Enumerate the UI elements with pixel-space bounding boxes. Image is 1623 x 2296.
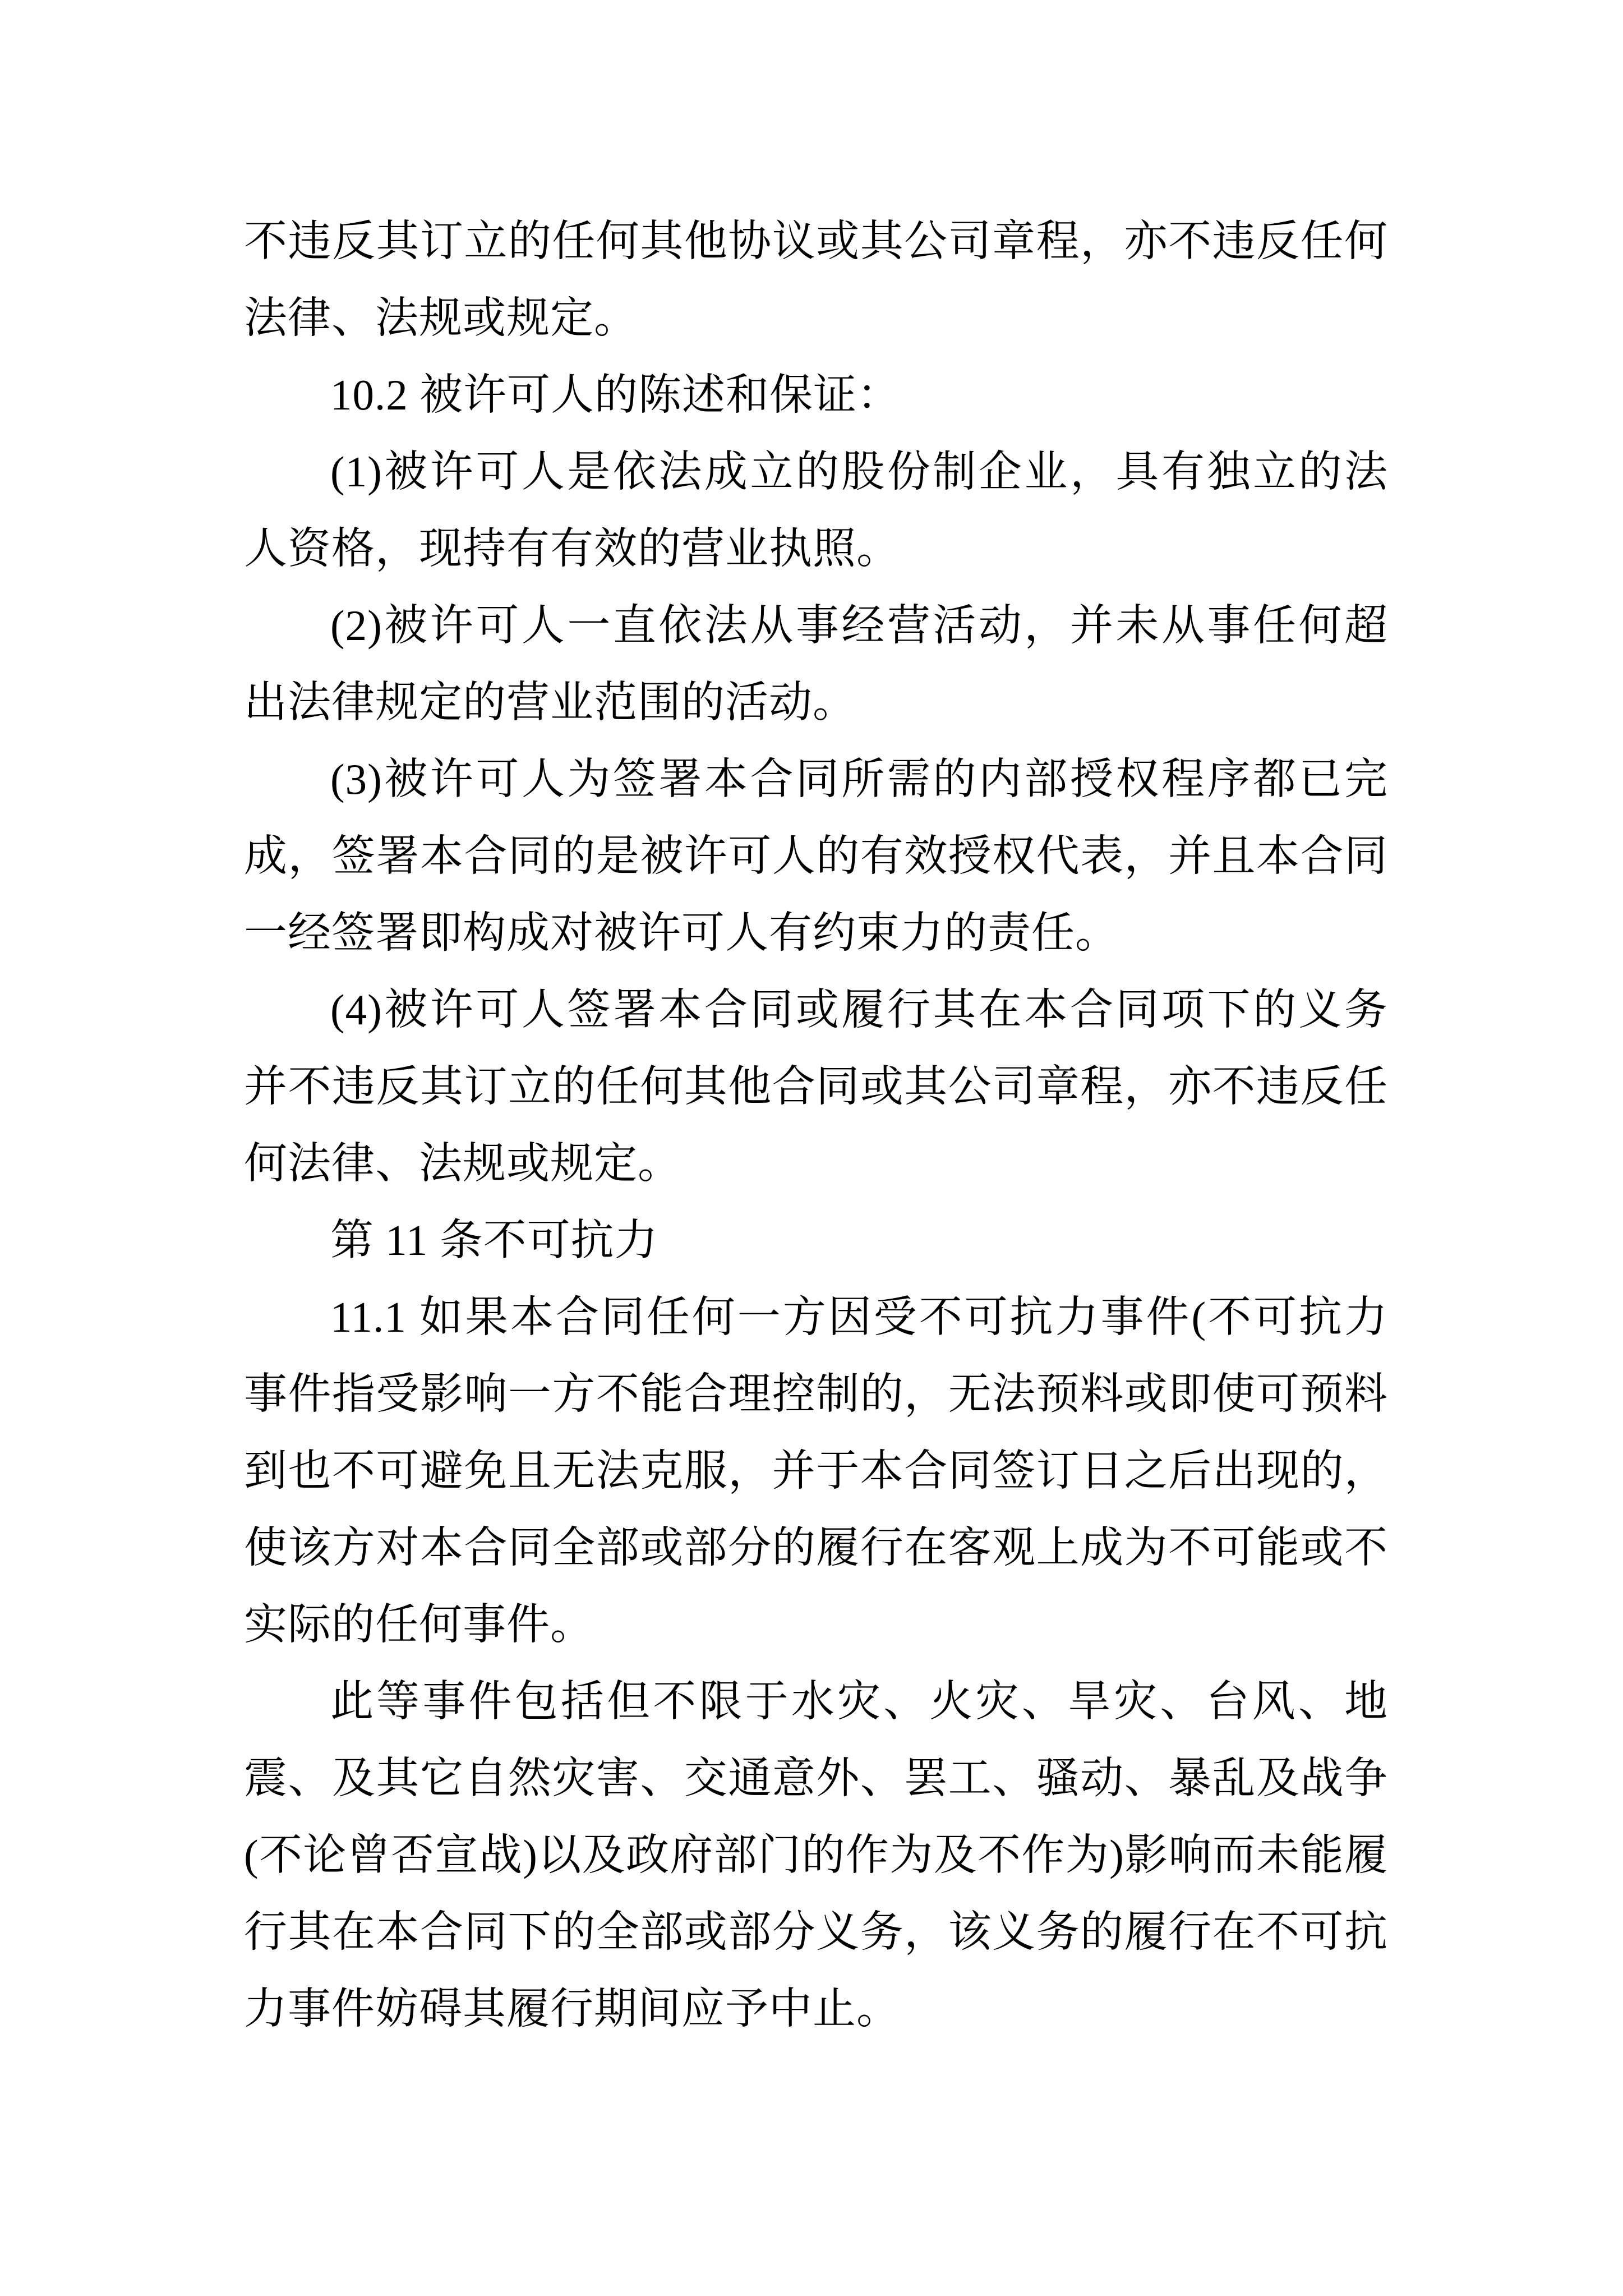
contract-paragraph: 此等事件包括但不限于水灾、火灾、旱灾、台风、地震、及其它自然灾害、交通意外、罢工、骚动、暴乱及战争(不论曾否宣战)以及政府部门的作为及不作为)影响而未能履行其在本合同下的全部或部分义务，该义务的履行在不可抗力事件妨碍其履行期间应予中止。 [244,1677,1388,2033]
contract-paragraph: (1)被许可人是依法成立的股份制企业，具有独立的法人资格，现持有有效的营业执照。 [244,448,1388,573]
contract-paragraph: (4)被许可人签署本合同或履行其在本合同项下的义务并不违反其订立的任何其他合同或其公司章程，亦不违反任何法律、法规或规定。 [244,986,1388,1188]
contract-body [244,203,1388,2047]
contract-paragraph: (2)被许可人一直依法从事经营活动，并未从事任何超出法律规定的营业范围的活动。 [244,601,1388,726]
contract-paragraph: 第 11 条不可抗力 [330,1216,658,1264]
contract-paragraph: 11.1 如果本合同任何一方因受不可抗力事件(不可抗力事件指受影响一方不能合理控制的，无法预料或即使可预料到也不可避免且无法克服，并于本合同签订日之后出现的，使该方对本合同全部或部分的履行在客观上成为不可能或不实际的任何事件。 [244,1293,1388,1649]
contract-paragraph: 不违反其订立的任何其他协议或其公司章程，亦不违反任何法律、法规或规定。 [244,217,1388,342]
contract-paragraph: (3)被许可人为签署本合同所需的内部授权程序都已完成，签署本合同的是被许可人的有效授权代表，并且本合同一经签署即构成对被许可人有约束力的责任。 [244,755,1388,957]
contract-paragraph: 10.2 被许可人的陈述和保证： [330,371,901,419]
